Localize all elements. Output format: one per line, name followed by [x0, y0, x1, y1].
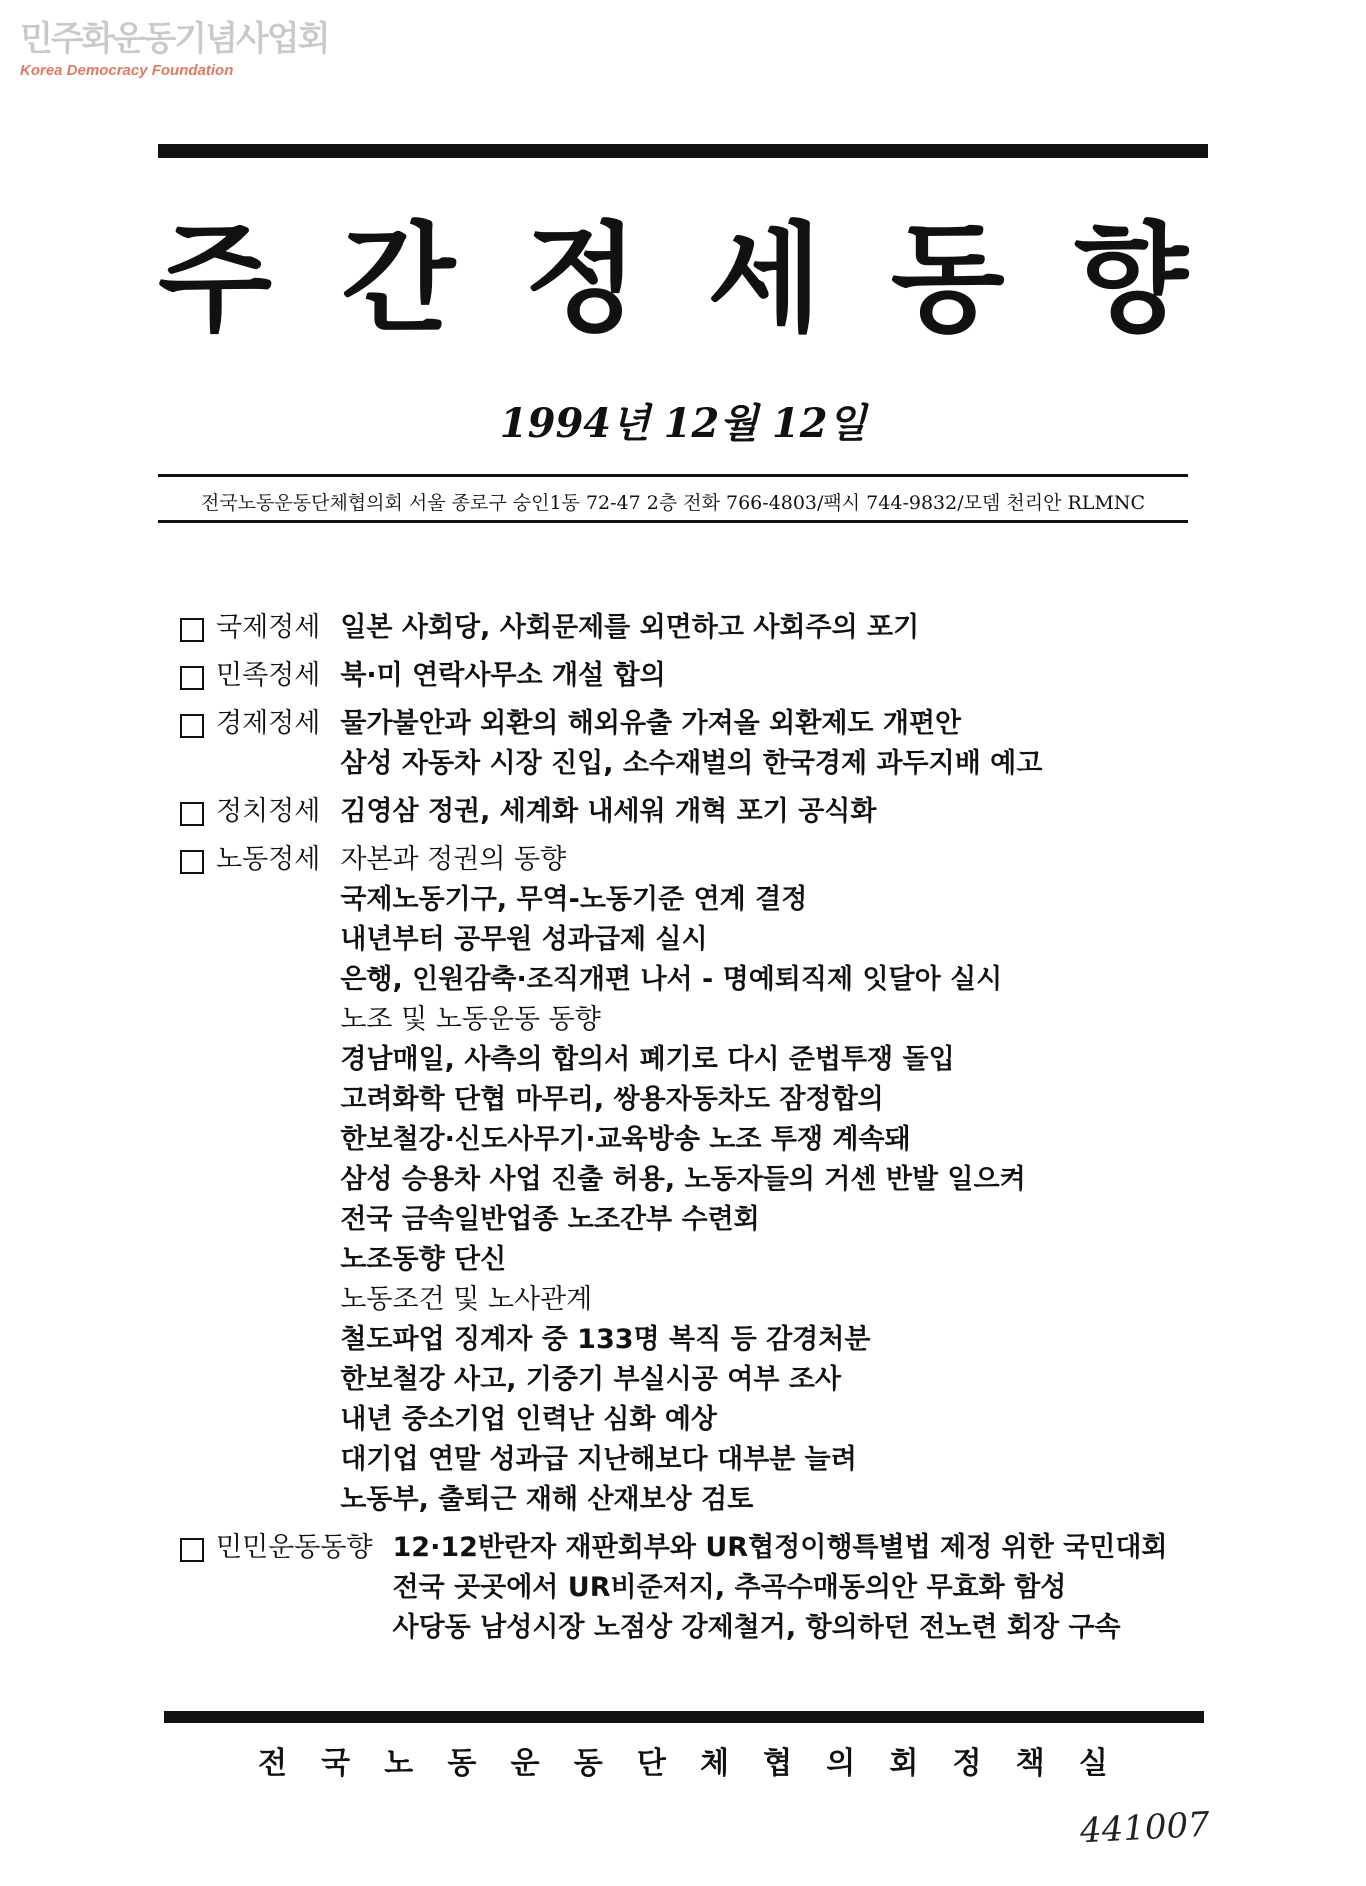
toc-item: 북·미 연락사무소 개설 합의 — [340, 660, 666, 691]
checkbox-icon — [180, 850, 204, 874]
section-items — [340, 704, 1042, 784]
footer-char: 운 — [510, 1746, 540, 1781]
footer-char: 노 — [384, 1746, 414, 1781]
toc-item: 노동부, 출퇴근 재해 산재보상 검토 — [340, 1484, 754, 1515]
toc-section — [180, 792, 1210, 832]
toc-item: 국제노동기구, 무역-노동기준 연계 결정 — [340, 884, 808, 915]
toc-section — [180, 1528, 1210, 1648]
title-char: 정 — [524, 210, 639, 348]
subsection-heading: 노조 및 노동운동 동향 — [340, 1004, 601, 1035]
subsection-heading: 노동조건 및 노사관계 — [340, 1284, 593, 1315]
issue-date: 1994년 12월 12일 — [499, 400, 867, 447]
handwritten-note: 441007 — [1079, 1804, 1211, 1852]
footer-char: 국 — [321, 1746, 351, 1781]
section-category: 민족정세 — [216, 660, 321, 691]
toc-item: 한보철강 사고, 기중기 부실시공 여부 조사 — [340, 1364, 841, 1395]
page-title — [158, 210, 1188, 348]
toc-item: 내년부터 공무원 성과급제 실시 — [340, 924, 708, 955]
footer-char: 단 — [636, 1746, 666, 1781]
section-category: 민민운동동향 — [216, 1532, 373, 1563]
toc-item: 삼성 자동차 시장 진입, 소수재벌의 한국경제 과두지배 예고 — [340, 748, 1043, 779]
section-items — [340, 656, 665, 696]
toc-item: 일본 사회당, 사회문제를 외면하고 사회주의 포기 — [340, 612, 920, 643]
footer-char: 동 — [447, 1746, 477, 1781]
toc-item: 은행, 인원감축·조직개편 나서 - 명예퇴직제 잇달아 실시 — [340, 964, 1003, 995]
title-char: 간 — [341, 210, 456, 348]
toc-item: 고려화학 단협 마무리, 쌍용자동차도 잠정합의 — [340, 1084, 884, 1115]
footer-char: 협 — [763, 1746, 793, 1781]
toc-section — [180, 840, 1210, 1520]
section-category: 국제정세 — [216, 612, 321, 643]
watermark-korean: 민주화운동기념사업회 — [20, 19, 329, 59]
checkbox-icon — [180, 618, 204, 642]
title-char: 주 — [158, 210, 272, 348]
toc-item: 노조동향 단신 — [340, 1244, 507, 1275]
checkbox-icon — [180, 666, 204, 690]
toc-item: 물가불안과 외환의 해외유출 가져올 외환제도 개편안 — [340, 708, 962, 739]
footer-char: 정 — [952, 1746, 982, 1781]
toc-item: 경남매일, 사측의 합의서 폐기로 다시 준법투쟁 돌입 — [340, 1044, 955, 1075]
info-top-rule — [158, 474, 1188, 477]
toc-item: 전국 금속일반업종 노조간부 수련회 — [340, 1204, 760, 1235]
checkbox-icon — [180, 1538, 204, 1562]
publisher-info: 전국노동운동단체협의회 서울 종로구 숭인1동 72-47 2층 전화 766-4803/팩시 744-9832/모뎀 천리안 RLMNC — [200, 492, 1146, 514]
checkbox-icon — [180, 802, 204, 826]
section-items — [393, 1528, 1168, 1648]
toc-item: 대기업 연말 성과급 지난해보다 대부분 늘려 — [340, 1444, 857, 1475]
bottom-rule — [164, 1711, 1204, 1723]
footer-char: 동 — [573, 1746, 603, 1781]
footer-char: 의 — [826, 1746, 856, 1781]
section-category: 정치정세 — [216, 796, 321, 827]
section-category: 노동정세 — [216, 844, 321, 875]
footer-char: 체 — [699, 1746, 729, 1781]
title-char: 향 — [1073, 210, 1188, 348]
info-bottom-rule — [158, 520, 1188, 523]
watermark — [20, 19, 329, 79]
subsection-heading: 자본과 정권의 동향 — [340, 844, 567, 875]
toc-item: 김영삼 정권, 세계화 내세워 개혁 포기 공식화 — [340, 796, 877, 827]
section-items — [340, 840, 1025, 1520]
footer-char: 실 — [1078, 1746, 1108, 1781]
toc-item: 12·12반란자 재판회부와 UR협정이행특별법 제정 위한 국민대회 — [392, 1532, 1168, 1563]
section-items — [340, 608, 919, 648]
table-of-contents — [180, 608, 1210, 1656]
toc-section — [180, 608, 1210, 648]
footer-char: 회 — [889, 1746, 919, 1781]
footer-char: 전 — [258, 1746, 287, 1781]
toc-item: 사당동 남성시장 노점상 강제철거, 항의하던 전노련 회장 구속 — [392, 1612, 1121, 1643]
toc-item: 삼성 승용차 사업 진출 허용, 노동자들의 거센 반발 일으켜 — [340, 1164, 1026, 1195]
footer-organization — [158, 1738, 1208, 1782]
title-char: 세 — [707, 210, 822, 348]
top-rule — [158, 144, 1208, 158]
title-char: 동 — [890, 210, 1005, 348]
toc-item: 한보철강·신도사무기·교육방송 노조 투쟁 계속돼 — [340, 1124, 911, 1155]
section-category: 경제정세 — [216, 708, 321, 739]
watermark-english: Korea Democracy Foundation — [20, 62, 234, 79]
toc-item: 내년 중소기업 인력난 심화 예상 — [340, 1404, 717, 1435]
footer-char: 책 — [1015, 1746, 1045, 1781]
toc-section — [180, 704, 1210, 784]
toc-item: 철도파업 징계자 중 133명 복직 등 감경처분 — [340, 1324, 871, 1355]
toc-section — [180, 656, 1210, 696]
section-items — [340, 792, 876, 832]
toc-item: 전국 곳곳에서 UR비준저지, 추곡수매동의안 무효화 함성 — [392, 1572, 1067, 1603]
checkbox-icon — [180, 714, 204, 738]
